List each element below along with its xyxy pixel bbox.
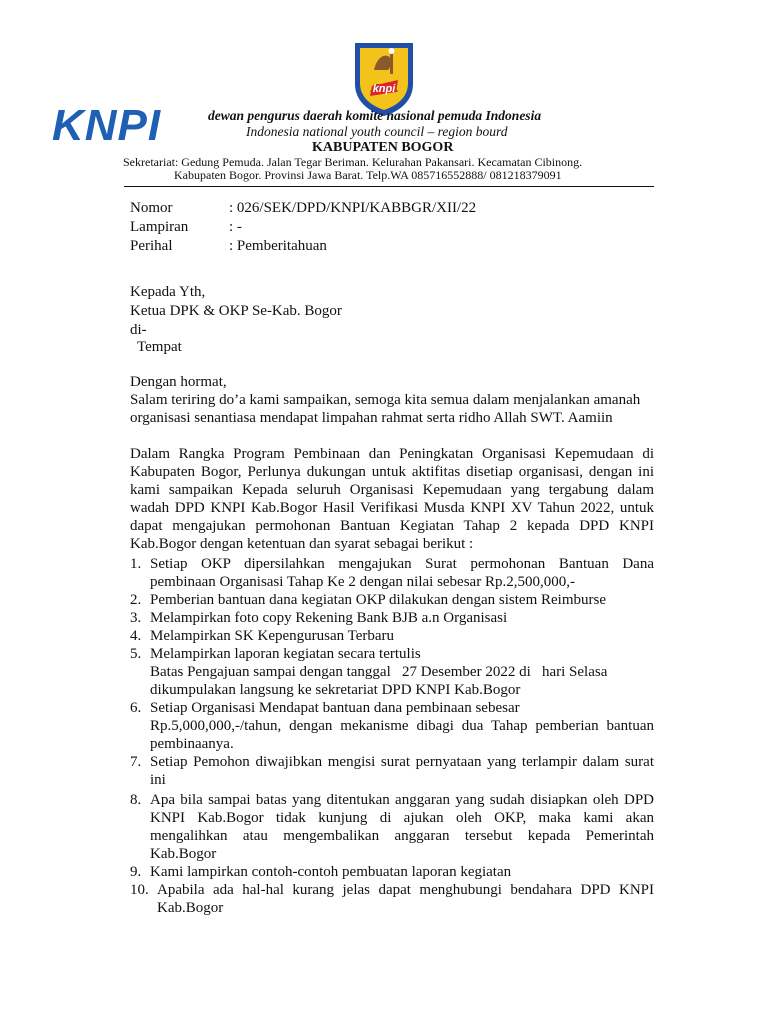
- recipient-place: Tempat: [137, 339, 182, 355]
- address-line-2: Kabupaten Bogor. Provinsi Jawa Barat. Telp.WA 085716552888/ 081218379091: [174, 168, 562, 182]
- list-number: 10.: [130, 882, 149, 898]
- body-line-6: Kab.Bogor dengan ketentuan dan syarat sebagai berikut :: [130, 536, 474, 552]
- list-number: 1.: [130, 556, 142, 572]
- lampiran-label: Lampiran: [130, 219, 189, 235]
- list-item-line: pembinaan Organisasi Tahap Ke 2 dengan nilai sebesar Rp.2,500,000,-: [150, 574, 575, 590]
- list-item-line: Apa bila sampai batas yang ditentukan anggaran yang sudah disiapkan oleh DPD: [150, 792, 654, 808]
- list-item-line: Rp.5,000,000,-/tahun, dengan mekanisme dibagi dua Tahap pemberian bantuan: [150, 718, 654, 734]
- list-item-line: mengalihkan atau mengembalikan anggaran tersebut kepada Pemerintah: [150, 828, 654, 844]
- recipient-di: di-: [130, 322, 147, 338]
- list-item-line: Setiap Organisasi Mendapat bantuan dana pembinaan sebesar: [150, 700, 520, 716]
- list-item-line: Melampirkan laporan kegiatan secara tertulis: [150, 646, 421, 662]
- address-line-1: Sekretariat: Gedung Pemuda. Jalan Tegar Beriman. Kelurahan Pakansari. Kecamatan Cibinong.: [123, 155, 583, 169]
- list-number: 2.: [130, 592, 142, 608]
- greeting-line-2: organisasi senantiasa mendapat limpahan rahmat serta ridho Allah SWT. Aamiin: [130, 410, 613, 426]
- list-number: 9.: [130, 864, 142, 880]
- list-item-line: dikumpulakan langsung ke sekretariat DPD KNPI Kab.Bogor: [150, 682, 521, 698]
- svg-text:knpi: knpi: [372, 83, 396, 95]
- list-item-line: Kab.Bogor: [157, 900, 224, 916]
- body-line-1: Dalam Rangka Program Pembinaan dan Peningkatan Organisasi Kepemudaan di: [130, 446, 654, 462]
- nomor-value: : 026/SEK/DPD/KNPI/KABBGR/XII/22: [229, 200, 477, 216]
- salutation: Dengan hormat,: [130, 374, 227, 390]
- list-item-line: pembinaanya.: [150, 736, 234, 752]
- list-number: 7.: [130, 754, 142, 770]
- body-line-3: kami sampaikan Kepada seluruh Organisasi Kepemudaan yang tergabung dalam: [130, 482, 654, 498]
- region-title: KABUPATEN BOGOR: [312, 140, 454, 155]
- perihal-value: : Pemberitahuan: [229, 238, 327, 254]
- list-number: 8.: [130, 792, 142, 808]
- body-line-5: dapat mengajukan permohonan Bantuan Kegiatan Tahap 2 kepada DPD KNPI: [130, 518, 654, 534]
- list-item-line: Batas Pengajuan sampai dengan tanggal 27 Desember 2022 di hari Selasa: [150, 664, 608, 680]
- list-number: 3.: [130, 610, 142, 626]
- greeting-line-1: Salam teriring do’a kami sampaikan, semoga kita semua dalam menjalankan amanah: [130, 392, 641, 408]
- recipient-greeting: Kepada Yth,: [130, 284, 206, 300]
- header-divider: [124, 186, 654, 187]
- body-line-2: Kabupaten Bogor, Perlunya dukungan untuk aktifitas disetiap organisasi, dengan ini: [130, 464, 654, 480]
- list-number: 4.: [130, 628, 142, 644]
- org-name-line: dewan pengurus daerah komite nasional pemuda Indonesia: [208, 108, 542, 123]
- knpi-wordmark-logo: KNPI: [52, 101, 162, 150]
- list-item-line: Kab.Bogor: [150, 846, 217, 862]
- list-item-line: Setiap Pemohon diwajibkan mengisi surat pernyataan yang terlampir dalam surat: [150, 754, 654, 770]
- org-english-line: Indonesia national youth council – region bourd: [246, 124, 508, 139]
- list-item-line: Apabila ada hal-hal kurang jelas dapat menghubungi bendahara DPD KNPI: [157, 882, 654, 898]
- list-item-line: Kami lampirkan contoh-contoh pembuatan laporan kegiatan: [150, 864, 512, 880]
- list-number: 5.: [130, 646, 142, 662]
- lampiran-value: : -: [229, 219, 242, 235]
- list-item-line: Setiap OKP dipersilahkan mengajukan Surat permohonan Bantuan Dana: [150, 556, 654, 572]
- list-item-line: ini: [150, 772, 166, 788]
- list-item-line: Pemberian bantuan dana kegiatan OKP dilakukan dengan sistem Reimburse: [150, 592, 606, 608]
- body-line-4: wadah DPD KNPI Kab.Bogor Hasil Verifikasi Musda KNPI XV Tahun 2022, untuk: [130, 500, 654, 516]
- perihal-label: Perihal: [130, 238, 173, 254]
- list-item-line: Melampirkan foto copy Rekening Bank BJB a.n Organisasi: [150, 610, 508, 626]
- list-item-line: KNPI Kab.Bogor tidak kunjung di ajukan oleh OKP, maka kami akan: [150, 810, 654, 826]
- list-number: 6.: [130, 700, 142, 716]
- knpi-emblem: [352, 40, 416, 118]
- list-item-line: Melampirkan SK Kepengurusan Terbaru: [150, 628, 395, 644]
- nomor-label: Nomor: [130, 200, 173, 216]
- recipient-name: Ketua DPK & OKP Se-Kab. Bogor: [130, 303, 342, 319]
